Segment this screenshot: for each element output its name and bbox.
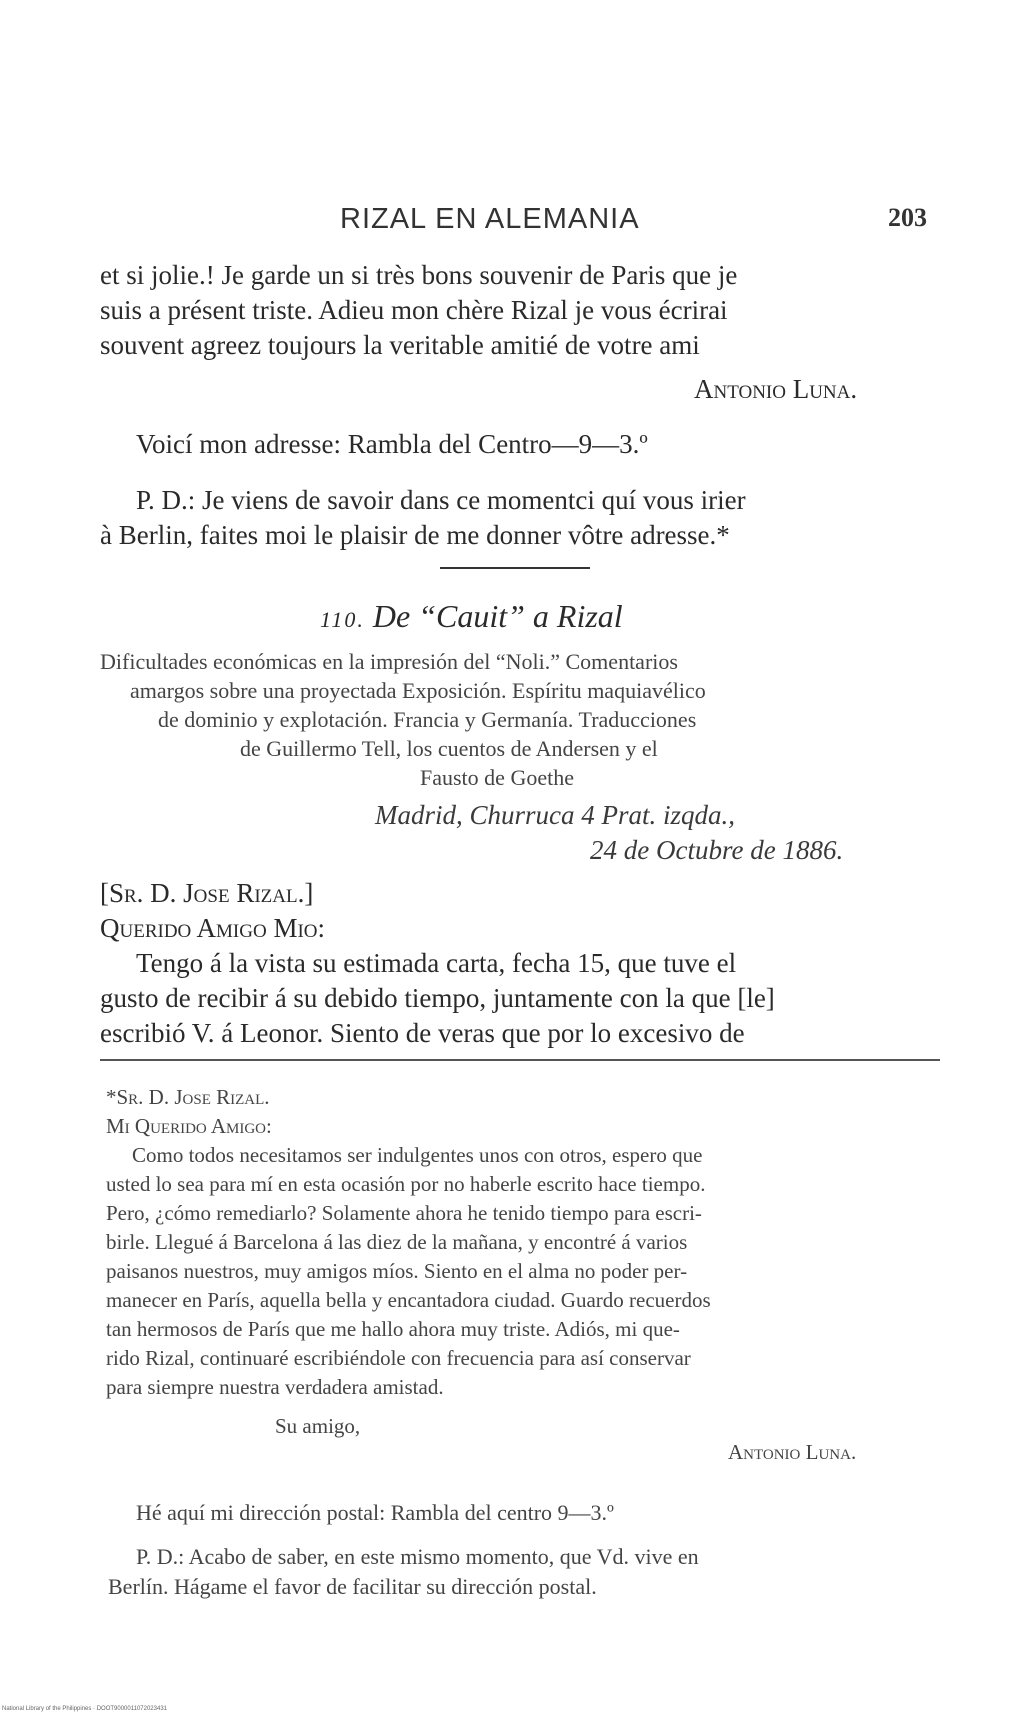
letter-heading bbox=[320, 598, 623, 635]
letter-line: souvent agreez toujours la veritable amitié de votre ami bbox=[100, 330, 700, 360]
postscript-line: à Berlin, faites moi le plaisir de me donner vôtre adresse.* bbox=[100, 520, 730, 550]
body-line: gusto de recibir á su debido tiempo, juntamente con la que [le] bbox=[100, 983, 775, 1013]
body-line: escribió V. á Leonor. Siento de veras que por lo excesivo de bbox=[100, 1018, 745, 1048]
dateline: Madrid, Churruca 4 Prat. izqda., bbox=[375, 800, 736, 830]
footnote-postscript: P. D.: Acabo de saber, en este mismo momento, que Vd. vive en bbox=[136, 1544, 699, 1569]
salutation: Querido Amigo Mio: bbox=[100, 913, 325, 943]
summary-line: amargos sobre una proyectada Exposición. Espíritu maquiavélico bbox=[130, 678, 706, 703]
letter-line: et si jolie.! Je garde un si très bons souvenir de Paris que je bbox=[100, 260, 738, 290]
footnote-signature: Antonio Luna. bbox=[728, 1440, 857, 1464]
letter-title: De “Cauit” a Rizal bbox=[372, 598, 623, 634]
summary-line: Dificultades económicas en la impresión del “Noli.” Comentarios bbox=[100, 649, 678, 674]
postscript-line: P. D.: Je viens de savoir dans ce momentci quí vous irier bbox=[136, 485, 746, 515]
footnote-postscript: Berlín. Hágame el favor de facilitar su dirección postal. bbox=[108, 1574, 597, 1599]
summary-line: de dominio y explotación. Francia y Germanía. Traducciones bbox=[158, 707, 697, 732]
signature: Antonio Luna. bbox=[694, 374, 858, 404]
section-divider bbox=[440, 567, 590, 569]
letter-number: 110. bbox=[320, 607, 365, 632]
footnote-line: birle. Llegué á Barcelona á las diez de la mañana, y encontré á varios bbox=[106, 1230, 688, 1254]
footnote-closing: Su amigo, bbox=[275, 1414, 361, 1438]
footnote-line: tan hermosos de París que me hallo ahora muy triste. Adiós, mi que- bbox=[106, 1317, 680, 1341]
address-line: Voicí mon adresse: Rambla del Centro—9—3.º bbox=[136, 429, 648, 459]
footnote-line: rido Rizal, continuaré escribiéndole con frecuencia para así conservar bbox=[106, 1346, 691, 1370]
footnote-line: para siempre nuestra verdadera amistad. bbox=[106, 1375, 444, 1399]
footnote-line: usted lo sea para mí en esta ocasión por no haberle escrito hace tiempo. bbox=[106, 1172, 706, 1196]
footnote-rule bbox=[100, 1059, 940, 1061]
footnote-address: Hé aquí mi dirección postal: Rambla del centro 9—3.º bbox=[136, 1500, 614, 1525]
body-line: Tengo á la vista su estimada carta, fecha 15, que tuve el bbox=[136, 948, 737, 978]
footnote-line: Como todos necesitamos ser indulgentes unos con otros, espero que bbox=[132, 1143, 703, 1167]
summary-line: Fausto de Goethe bbox=[420, 765, 574, 790]
archive-credit: National Library of the Philippines · DOOT9000011072023431 bbox=[2, 1706, 167, 1712]
recipient: [Sr. D. Jose Rizal.] bbox=[100, 878, 314, 908]
footnote-line: paisanos nuestros, muy amigos míos. Siento en el alma no poder per- bbox=[106, 1259, 688, 1283]
letter-line: suis a présent triste. Adieu mon chère Rizal je vous écrirai bbox=[100, 295, 728, 325]
running-title: RIZAL EN ALEMANIA bbox=[340, 203, 640, 235]
footnote-addressee: *Sr. D. Jose Rizal. bbox=[106, 1085, 270, 1109]
summary-line: de Guillermo Tell, los cuentos de Andersen y el bbox=[240, 736, 658, 761]
page-number: 203 bbox=[888, 203, 927, 232]
dateline: 24 de Octubre de 1886. bbox=[590, 835, 844, 865]
footnote-line: manecer en París, aquella bella y encantadora ciudad. Guardo recuerdos bbox=[106, 1288, 711, 1312]
footnote-line: Pero, ¿cómo remediarlo? Solamente ahora he tenido tiempo para escri- bbox=[106, 1201, 702, 1225]
footnote-salutation: Mi Querido Amigo: bbox=[106, 1114, 272, 1138]
